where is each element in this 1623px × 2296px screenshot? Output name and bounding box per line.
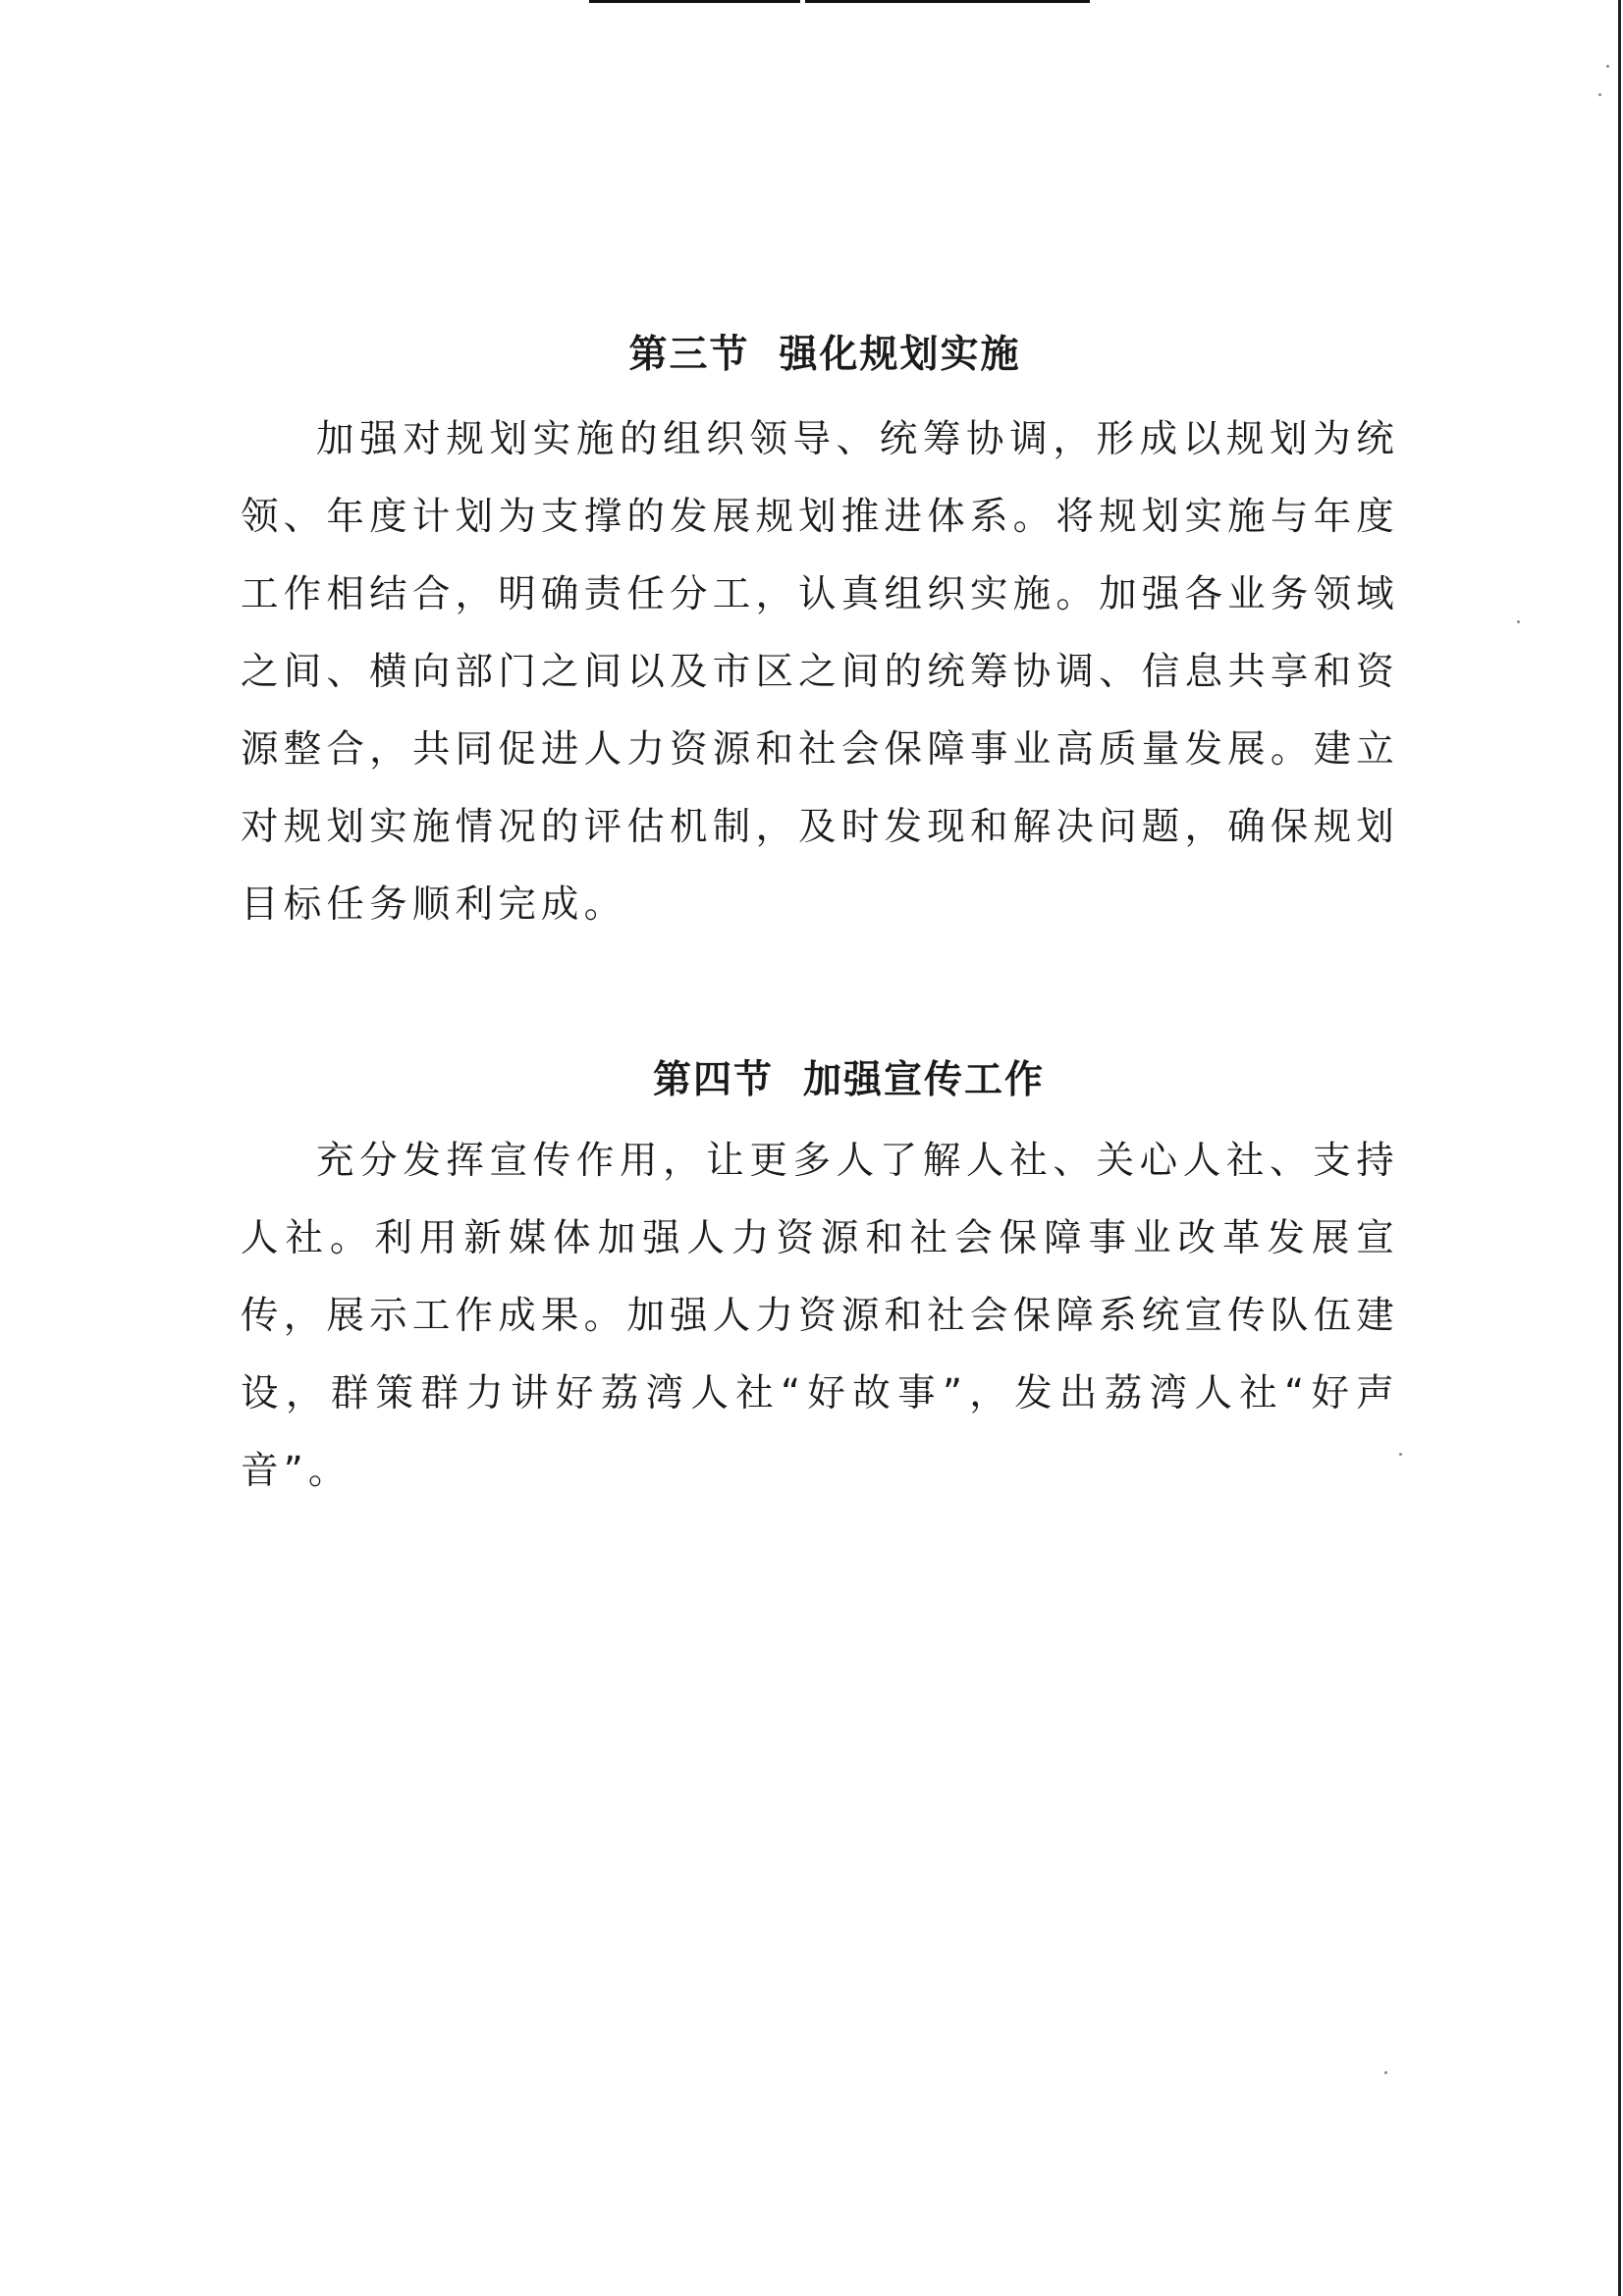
section-title: 强化规划实施 (779, 333, 1021, 377)
section-heading (653, 1049, 1399, 1112)
scan-speck (1606, 65, 1609, 68)
section-heading (241, 324, 1399, 387)
scan-speck (1598, 93, 1601, 96)
scan-speck (1384, 2071, 1387, 2074)
section-3 (241, 324, 1399, 943)
section-number: 第四节 (653, 1058, 775, 1102)
section-title: 加强宣传工作 (803, 1058, 1046, 1102)
scan-edge-line (805, 0, 1090, 3)
section-4 (241, 1049, 1399, 1510)
body-paragraph: 加强对规划实施的组织领导、统筹协调，形成以规划为统领、年度计划为支撑的发展规划推进体系。将规划实施与年度工作相结合，明确责任分工，认真组织实施。加强各业务领域之间、横向部门之间以及市区之间的统筹协调、信息共享和资源整合，共同促进人力资源和社会保障事业高质量发展。建立对规划实施情况的评估机制，及时发现和解决问题，确保规划目标任务顺利完成。 (241, 417, 1399, 927)
section-number: 第三节 (628, 333, 750, 377)
scan-edge-line (1618, 0, 1621, 2296)
scan-speck (1517, 620, 1520, 623)
body-paragraph: 充分发挥宣传作用，让更多人了解人社、关心人社、支持人社。利用新媒体加强人力资源和社会保障事业改革发展宣传，展示工作成果。加强人力资源和社会保障系统宣传队伍建设，群策群力讲好荔湾人社“好故事”，发出荔湾人社“好声音”。 (241, 1139, 1399, 1493)
document-page (241, 324, 1399, 1510)
scan-speck (1399, 1453, 1402, 1456)
scan-edge-line (589, 0, 800, 3)
